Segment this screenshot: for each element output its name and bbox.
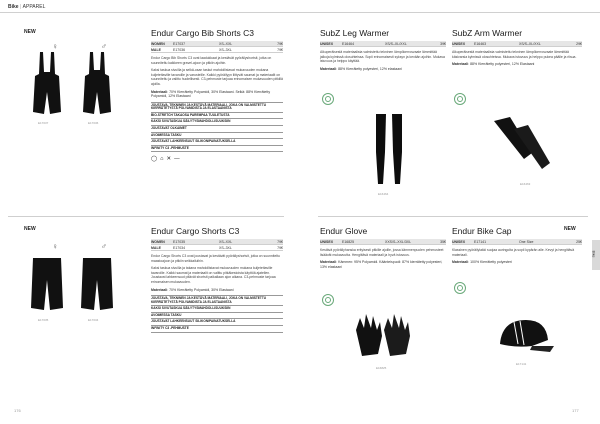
feature-item: AVOIMESSA TASKU [151,312,283,319]
dry-flat-icon: — [174,156,180,163]
product-description: Klassinen pyöräilylakki suojaa auringolta ja sopii kypärän alle. Kevyt ja hengittävä materiaali. [452,248,575,257]
spec-table [452,239,582,245]
wash-icon: ◯ [151,156,158,163]
spec-row: UNISEX E16463 XS/S–XL/XXL 29€ [452,41,582,46]
feature-item: JOUSTAVA, TEKNINEN JA KESTÄVÄ MATERIAALI, JOKA ON VALMISTETTU KIERRÄTETYSTÄ POLYAMIDISTA JA ELASTAANISTA [151,102,283,112]
feature-item: JOUSTAVAT LAHKEENSUUT SILIKONIPAINATUKSELLA [151,138,283,145]
bib-shorts-men-image [80,52,114,118]
product-description: Kestävä pyöräilyhanska erityisesti pitkille ajoille, jossa kämmenpuolen pehmusteet lisäävät mukavuutta. Hengittävä materiaali ja hyvä istuvuus. [320,248,444,257]
feature-item: KAKSI SIVUTASKUA SÄILYTYSMAHDOLLISUUKSIIN [151,305,283,312]
feature-list [151,102,283,153]
leaf-circle-icon [322,294,334,306]
spec-row: MALE E17036 XS–3XL 79€ [151,47,283,52]
product-title: SubZ Leg Warmer [320,28,390,38]
glove-block [320,226,446,269]
iron-icon: ⌂ [160,156,164,163]
material-line: Materiaali: 100% Kierrätetty polyesteri [452,260,512,265]
spec-table [151,239,283,251]
feature-item: AVOIMESSA TASKU [151,132,283,139]
product-description: Kaksi taskua sivuilla ja takana mahdollistavat mukavuuden mukana kuljetettaville tavaroille. Kaikki saumat ja materiaalit on valittu pitkäkestoista käyttöä ajatellen. Joustavat lahkeensuut pitävät shortsit paikallaan ajon aikana. C3-pehmuste tarjoaa erinomaisen mukavuuden. [151,266,276,284]
leaf-circle-icon [454,282,466,294]
bib-shorts-block [151,28,283,162]
arm-warmer-block [452,28,582,67]
photo-label: E16463 [520,182,531,186]
product-title: Endur Cargo Shorts C3 [151,226,240,236]
shorts-women-image [29,256,65,314]
photo-label: E17036 [88,121,99,125]
material-line: Materiaali: 70% Kierrätetty Polyamidi, 30% Elastaani [151,287,234,292]
leaf-circle-icon [454,93,466,105]
new-badge: NEW [564,226,576,232]
product-description: Kaksi taskua sivuilla ja selkä-osan taskut mahdollistavat mukavuuden mukana kuljetettaville tavaroille ja varusteille. Kaikki pyöräilyyn liittyvät saumat ja materiaalit on suunniteltu ja valittu huolellisesti. C3-pehmuste tarjoaa erinomaisen mukavuuden pitkillä ajoilla. [151,68,283,86]
photo-label: E16464 [378,192,389,196]
feature-item: INFINITY C3 -PEHMUSTE [151,325,283,333]
male-icon: ♂ [101,42,107,51]
shorts-men-image [79,256,115,314]
feature-item: JOUSTAVA, TEKNINEN JA KESTÄVÄ MATERIAALI, JOKA ON VALMISTETTU KIERRÄTETYSTÄ POLYAMIDISTA JA ELASTAANISTA [151,295,283,305]
section-side-tab [592,240,600,270]
header-section: Bike [8,4,19,10]
feature-item: JOUSTAVAT OLKAIMET [151,125,283,132]
header-divider [0,12,600,13]
feature-item: INFINITY C3 -PEHMUSTE [151,145,283,153]
photo-label: E17037 [38,121,49,125]
cap-image [492,316,556,356]
arm-warmer-image [488,115,558,175]
bib-shorts-women-image [30,52,64,118]
photo-label: E17035 [38,318,49,322]
leg-warmer-block [320,28,446,71]
material-line: Materiaali: 88% Kierrätetty polyesteri, 12% Elastaani [452,62,535,67]
spec-table [320,41,446,47]
side-tab-label: Bike [591,250,596,258]
spec-row: UNISEX E17141 One Size 25€ [452,239,582,244]
product-title: Endur Bike Cap [452,226,512,236]
product-title: Endur Cargo Bib Shorts C3 [151,28,254,38]
new-badge: NEW [24,29,36,35]
material-line: Materiaali: 70% Kierrätetty Polyamidi, 30% Elastaani. Selkä: 88% Kierrätetty Polyamidi, 12% Elastaani [151,89,271,99]
shorts-block [151,226,283,333]
product-description: Alkuperäisestä materiaalista valmistettu tekninen lämpökerrosvaate lämmittää käsivarsia kylmissä olosuhteissa. Mukava istuvuus ja helppo pukea päälle ja riisua. [452,50,577,59]
page-header [8,4,45,10]
product-title: SubZ Arm Warmer [452,28,523,38]
care-symbols [151,156,283,162]
spec-row: UNISEX E16825 XXS/S–XXL/3XL 35€ [320,239,446,244]
feature-item: BIO-STRETCH TAKAOSA PAREMPAA TUULETUSTA [151,112,283,119]
spec-row: WOMEN E17035 XS–XXL 79€ [151,239,283,244]
header-separator: | [19,4,22,10]
leaf-circle-icon [322,93,334,105]
photo-label: E17034 [88,318,99,322]
product-description: Endur Cargo Shorts C3 ovat joustavat ja kestävät pyöräilyshortsit, jotka on suunniteltu maastoajoon ja pitkiin seikkailuihin. [151,254,280,263]
female-icon: ♀ [52,242,58,251]
row-divider [318,216,588,217]
feature-list [151,295,283,333]
product-title: Endur Glove [320,226,368,236]
product-description: Endur Cargo Bib Shorts C3 ovat laadukkaat ja kestävät pyöräilyshortsit, jotka on suunniteltu kaikkeen gravel-ajoon ja pitkiin ajoihin. [151,56,272,65]
spec-table [151,41,283,53]
glove-image [350,312,414,362]
spec-table [320,239,446,245]
spec-row: MALE E17034 XS–3XL 79€ [151,245,283,250]
material-line: Materiaali: 88% Kierrätetty polyesteri, 12% elastaani [320,66,402,71]
spec-table [452,41,582,47]
page-number-left: 176 [14,408,21,413]
no-bleach-icon: ✕ [166,156,172,163]
feature-item: KAKSI SIVUTASKUA SÄILYTYSMAHDOLLISUUKSIIN [151,118,283,125]
page-number-right: 177 [572,408,579,413]
photo-label: E16825 [376,366,387,370]
female-icon: ♀ [52,42,58,51]
header-category: APPAREL [22,4,46,10]
new-badge: NEW [24,226,36,232]
photo-label: E17141 [516,362,527,366]
spec-row: WOMEN E17037 XS–XXL 79€ [151,41,283,46]
leg-warmer-image [372,112,406,188]
feature-item: JOUSTAVAT LAHKEENSUUT SILIKONIPAINATUKSELLA [151,318,283,325]
product-description: Alkuperäisestä materiaalista valmistettu tekninen lämpökerrosvaate lämmittää jalkoja kylmissä olosuhteissa. Sopii erinomaisesti syksyn ja kevään ajoihin. Mukava istuvuus ja helppo käyttää. [320,50,445,64]
row-divider [8,216,284,217]
male-icon: ♂ [101,242,107,251]
spec-row: UNISEX E16464 XS/S–XL/XXL 39€ [320,41,446,46]
cap-block [452,226,582,265]
material-line: Materiaali: Kämmen: 95% Polyamidi. Käänteispuoli: 87% kierrätetty polyesteri, 13% elastaani [320,260,443,269]
